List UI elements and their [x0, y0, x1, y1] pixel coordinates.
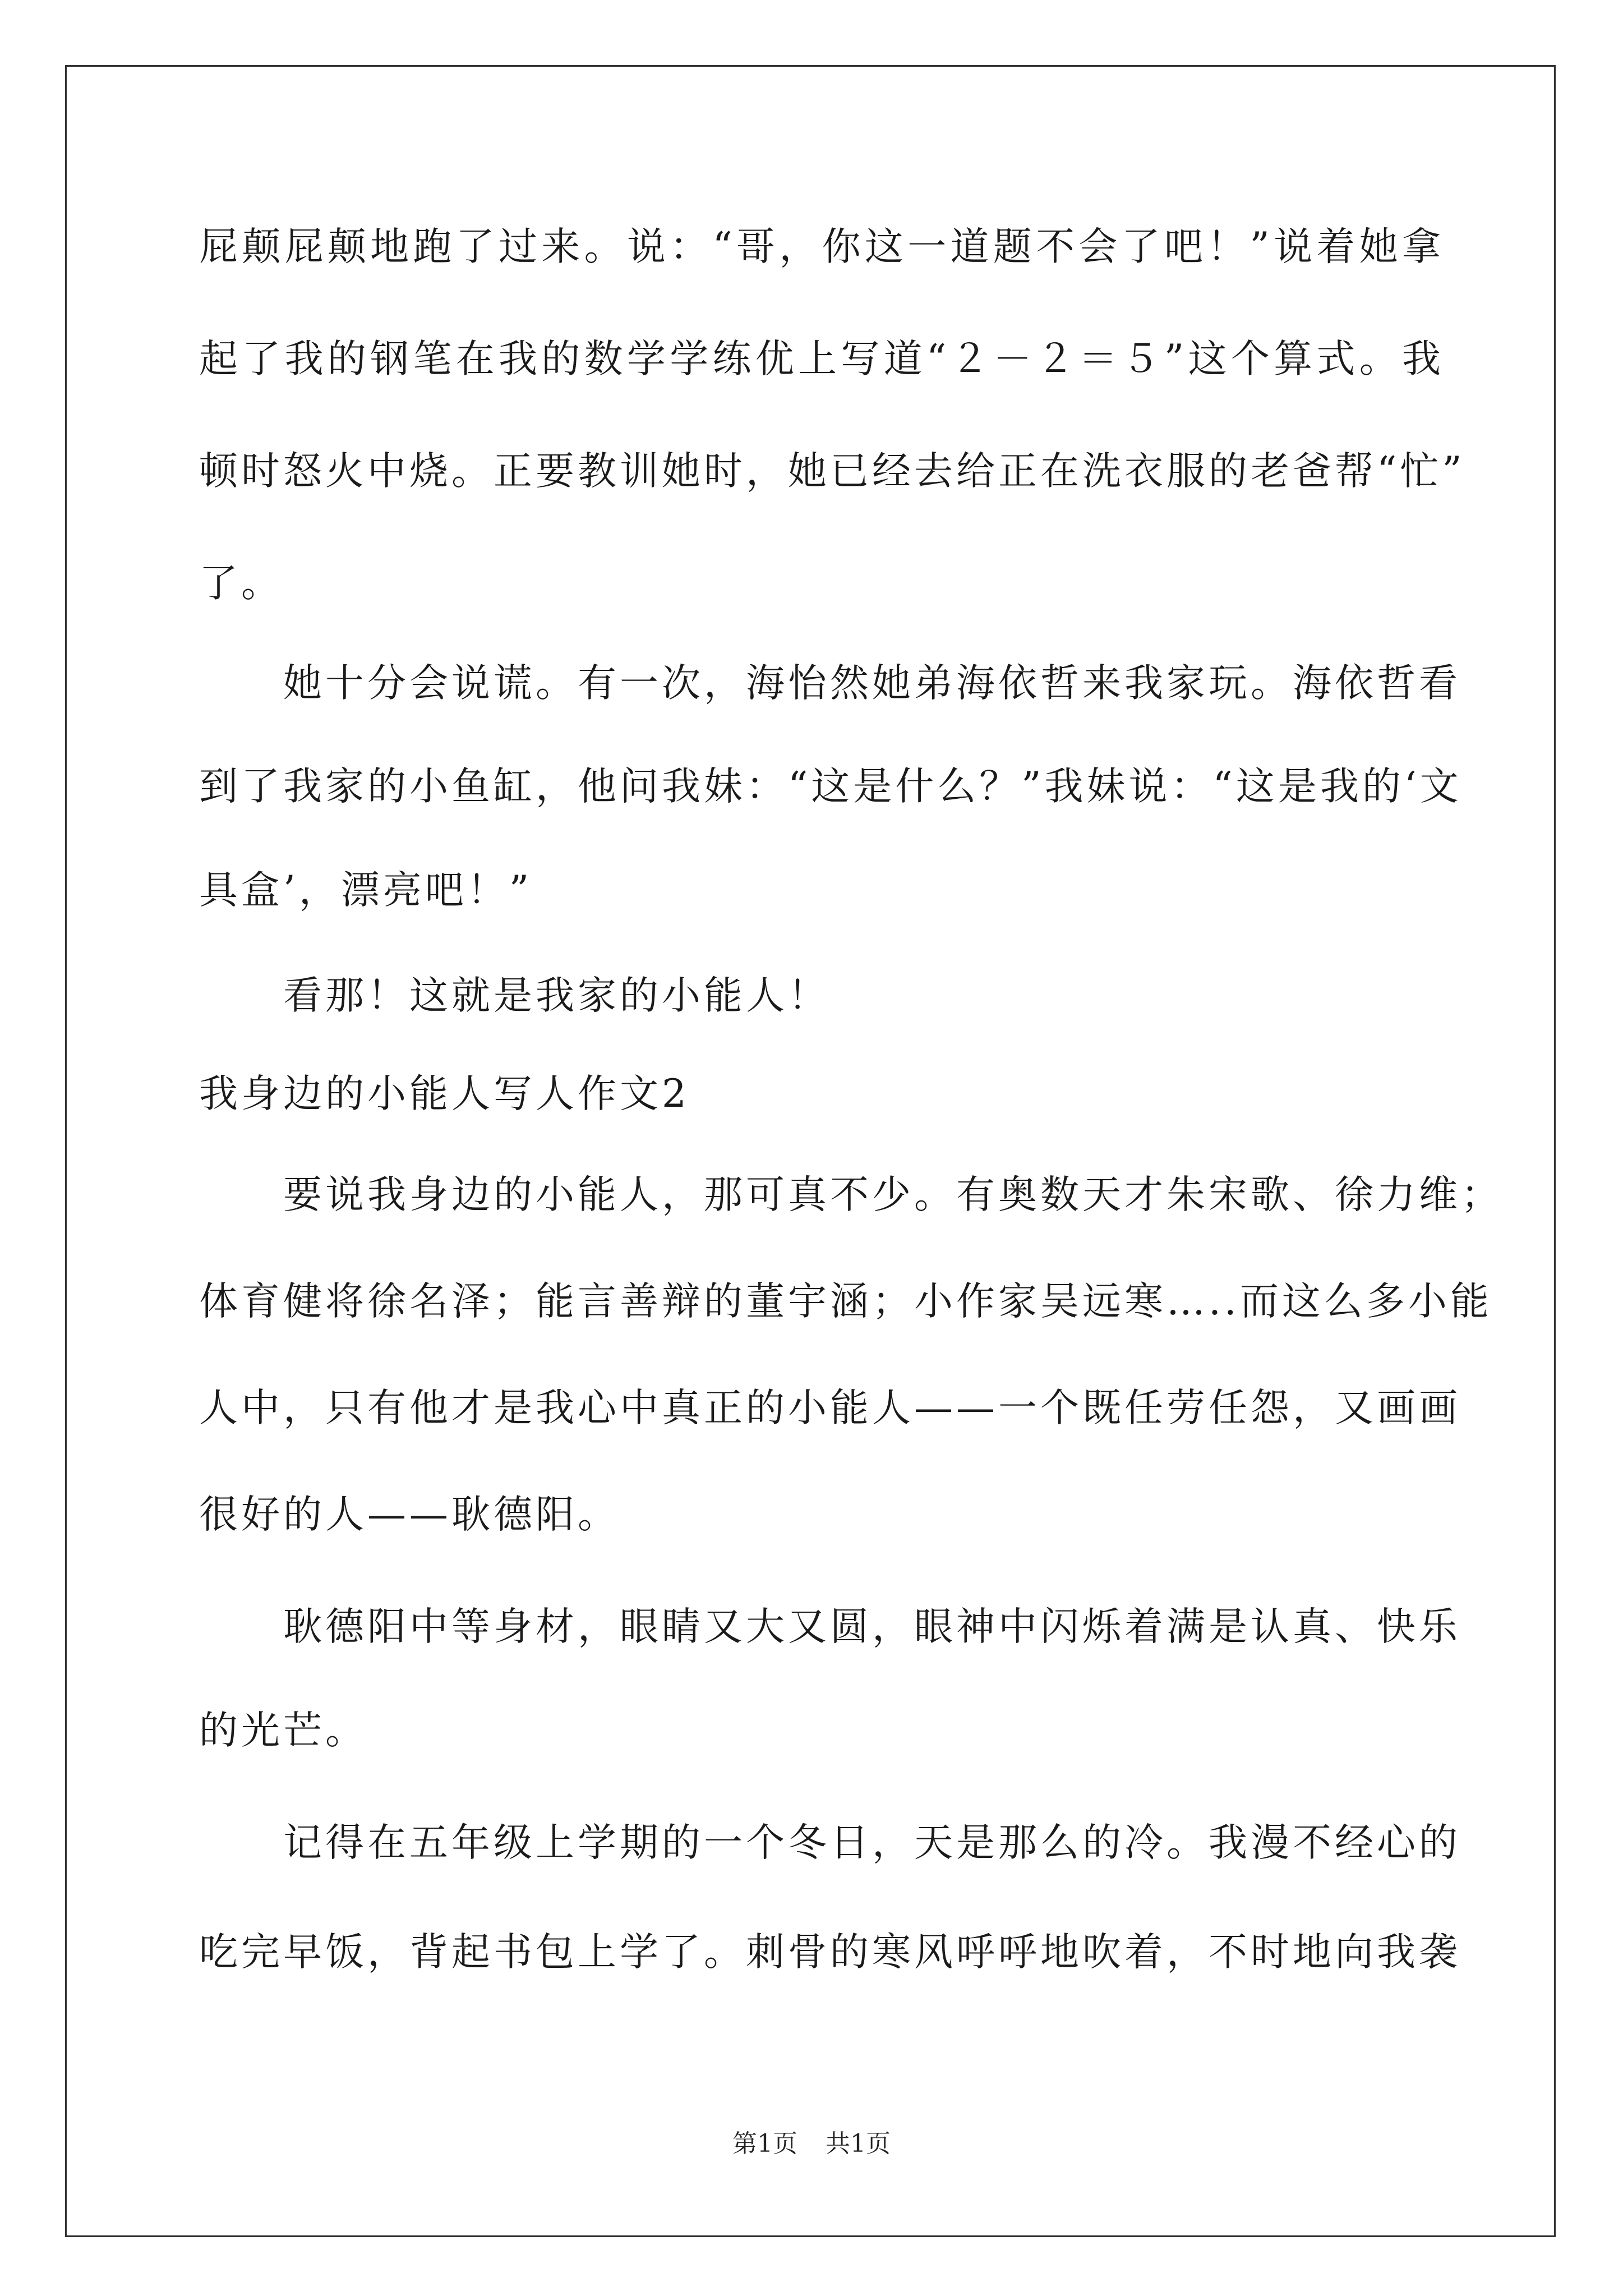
text-line: 顿时怒火中烧。正要教训她时，她已经去给正在洗衣服的老爸帮“忙”	[199, 449, 1465, 494]
text-line: 吃完早饭，背起书包上学了。刺骨的寒风呼呼地吹着，不时地向我袭	[199, 1930, 1461, 1975]
page-border	[65, 65, 1556, 2237]
text-line: 了。	[199, 561, 283, 606]
text-line: 的光芒。	[199, 1708, 367, 1753]
text-line: 起了我的钢笔在我的数学学练优上写道“２－２＝５”这个算式。我	[199, 337, 1444, 381]
text-line: 耿德阳中等身材，眼睛又大又圆，眼神中闪烁着满是认真、快乐	[283, 1604, 1461, 1649]
text-line: 人中，只有他才是我心中真正的小能人——一个既任劳任怨，又画画	[199, 1386, 1461, 1430]
page-number-current: 第1页	[732, 2129, 797, 2158]
text-line: 看那！这就是我家的小能人！	[283, 973, 830, 1018]
text-line: 具盒’，漂亮吧！”	[199, 868, 533, 913]
text-line: 她十分会说谎。有一次，海怡然她弟海依哲来我家玩。海依哲看	[283, 661, 1461, 706]
text-line: 屁颠屁颠地跑了过来。说：“哥，你这一道题不会了吧！”说着她拿	[199, 224, 1444, 269]
text-line: 要说我身边的小能人，那可真不少。有奥数天才朱宋歌、徐力维；	[283, 1172, 1503, 1217]
section-heading: 我身边的小能人写人作文2	[199, 1071, 690, 1116]
text-line: 体育健将徐名泽；能言善辩的董宇涵；小作家吴远寒…..而这么多小能	[199, 1279, 1492, 1324]
text-line: 到了我家的小鱼缸，他问我妹：“这是什么？”我妹说：“这是我的‘文	[199, 764, 1462, 809]
page-number-total: 共1页	[826, 2129, 891, 2158]
text-line: 记得在五年级上学期的一个冬日，天是那么的冷。我漫不经心的	[283, 1820, 1461, 1865]
text-line: 很好的人——耿德阳。	[199, 1492, 620, 1537]
page-footer	[0, 2127, 1623, 2161]
